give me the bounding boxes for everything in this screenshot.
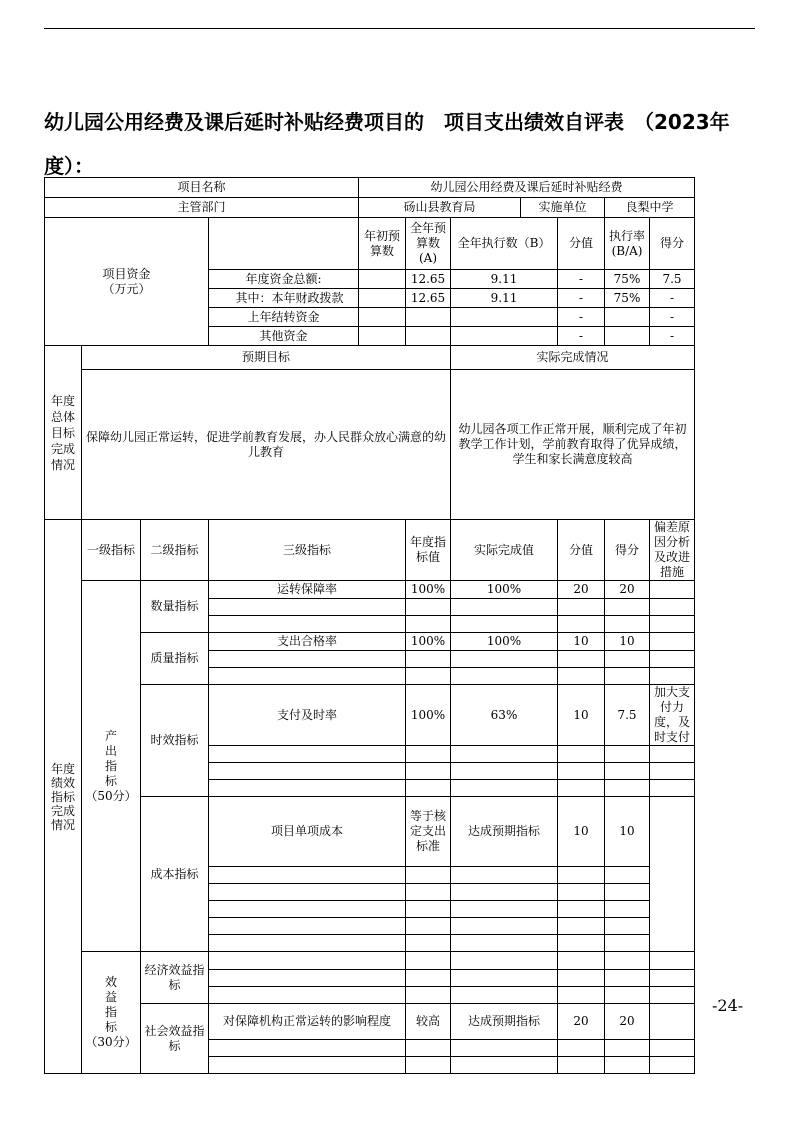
funds-row-label: 年度资金总额: <box>209 270 359 289</box>
funds-row-rate <box>605 327 650 346</box>
funds-col-full: 全年预算数(A) <box>406 218 451 270</box>
funds-row-exec: 9.11 <box>451 289 558 308</box>
funds-col-get: 得分 <box>650 218 695 270</box>
implementing-unit-value: 良梨中学 <box>605 198 695 218</box>
funds-label: 项目资金 （万元） <box>45 218 209 346</box>
social-benefit-label: 社会效益指标 <box>141 1004 209 1074</box>
funds-col-initial: 年初预算数 <box>359 218 406 270</box>
funds-row-initial <box>359 289 406 308</box>
economic-benefit-label: 经济效益指标 <box>141 952 209 1004</box>
funds-row-initial <box>359 308 406 327</box>
department-row <box>45 198 695 218</box>
indicator-score: 20 <box>558 581 605 599</box>
indicator-actual: 达成预期指标 <box>451 797 558 867</box>
indicator-row <box>45 1004 695 1040</box>
expected-goal-text: 保障幼儿园正常运转，促进学前教育发展，办人民群众放心满意的幼儿教育 <box>82 370 451 520</box>
indicator-get: 20 <box>605 1004 650 1040</box>
goals-content-row <box>45 370 695 520</box>
indicator-target: 100% <box>406 633 451 651</box>
indicator-row <box>45 797 695 867</box>
col-score: 分值 <box>558 520 605 581</box>
indicator-row <box>45 633 695 651</box>
col-level1: 一级指标 <box>82 520 141 581</box>
funds-row-initial <box>359 327 406 346</box>
benefit-indicator-label: 效 益 指 标 （30分） <box>82 952 141 1074</box>
goals-header-row <box>45 346 695 370</box>
funds-row-rate: 75% <box>605 289 650 308</box>
funds-row-exec: 9.11 <box>451 270 558 289</box>
funds-row-rate: 75% <box>605 270 650 289</box>
funds-row-get: - <box>650 327 695 346</box>
col-reason: 偏差原因分析及改进措施 <box>650 520 695 581</box>
expected-goal-header: 预期目标 <box>82 346 451 370</box>
funds-row-get: - <box>650 308 695 327</box>
project-name-value: 幼儿园公用经费及课后延时补贴经费 <box>359 178 695 198</box>
funds-header-blank <box>209 218 359 270</box>
actual-result-header: 实际完成情况 <box>451 346 695 370</box>
funds-row-full: 12.65 <box>406 270 451 289</box>
quality-indicator-label: 质量指标 <box>141 633 209 685</box>
indicator-name: 运转保障率 <box>209 581 406 599</box>
funds-row-get: - <box>650 289 695 308</box>
indicator-reason: 加大支付力度，及时支付 <box>650 685 695 746</box>
header-rule <box>44 28 755 29</box>
indicator-actual: 100% <box>451 633 558 651</box>
indicator-get: 7.5 <box>605 685 650 746</box>
indicator-target: 较高 <box>406 1004 451 1040</box>
department-value: 砀山县教育局 <box>359 198 521 218</box>
page-number: -24- <box>712 996 744 1015</box>
funds-row-score: - <box>558 289 605 308</box>
indicator-row <box>45 952 695 970</box>
indicator-reason <box>650 797 695 952</box>
indicator-actual: 100% <box>451 581 558 599</box>
indicator-row <box>45 685 695 746</box>
funds-col-rate: 执行率(B/A) <box>605 218 650 270</box>
project-name-label: 项目名称 <box>45 178 359 198</box>
implementing-unit-label: 实施单位 <box>521 198 605 218</box>
col-get: 得分 <box>605 520 650 581</box>
indicator-target: 100% <box>406 581 451 599</box>
indicator-target: 等于核定支出标准 <box>406 797 451 867</box>
department-label: 主管部门 <box>45 198 359 218</box>
col-target: 年度指标值 <box>406 520 451 581</box>
funds-row-label: 其中：本年财政拨款 <box>209 289 359 308</box>
indicator-score: 20 <box>558 1004 605 1040</box>
indicator-get: 10 <box>605 633 650 651</box>
funds-row-full <box>406 308 451 327</box>
indicator-name: 对保障机构正常运转的影响程度 <box>209 1004 406 1040</box>
col-level2: 二级指标 <box>141 520 209 581</box>
funds-row-score: - <box>558 327 605 346</box>
indicator-score: 10 <box>558 633 605 651</box>
page-title: 幼儿园公用经费及课后延时补贴经费项目的 项目支出绩效自评表 （2023年度）： <box>44 110 730 178</box>
funds-row-full <box>406 327 451 346</box>
col-level3: 三级指标 <box>209 520 406 581</box>
indicator-reason <box>650 633 695 651</box>
funds-row-score: - <box>558 308 605 327</box>
performance-header-row <box>45 520 695 581</box>
indicator-reason <box>650 1004 695 1040</box>
indicator-actual: 63% <box>451 685 558 746</box>
funds-row-exec <box>451 327 558 346</box>
funds-row-get: 7.5 <box>650 270 695 289</box>
goals-section-label: 年度总体目标完成情况 <box>45 346 82 520</box>
indicator-target: 100% <box>406 685 451 746</box>
indicator-score: 10 <box>558 797 605 867</box>
indicator-reason <box>650 581 695 599</box>
funds-header-row <box>45 218 695 270</box>
quantity-indicator-label: 数量指标 <box>141 581 209 633</box>
funds-row-exec <box>451 308 558 327</box>
col-actual: 实际完成值 <box>451 520 558 581</box>
funds-col-score: 分值 <box>558 218 605 270</box>
indicator-score: 10 <box>558 685 605 746</box>
indicator-row <box>45 581 695 599</box>
funds-row-label: 其他资金 <box>209 327 359 346</box>
funds-row-initial <box>359 270 406 289</box>
output-indicator-label: 产 出 指 标 （50分） <box>82 581 141 952</box>
indicator-name: 支出合格率 <box>209 633 406 651</box>
funds-row-label: 上年结转资金 <box>209 308 359 327</box>
project-name-row <box>45 178 695 198</box>
funds-row-score: - <box>558 270 605 289</box>
indicator-actual: 达成预期指标 <box>451 1004 558 1040</box>
actual-result-text: 幼儿园各项工作正常开展，顺利完成了年初教学工作计划，学前教育取得了优异成绩，学生和家长满意度较高 <box>451 370 695 520</box>
indicator-name: 项目单项成本 <box>209 797 406 867</box>
funds-col-exec: 全年执行数（B） <box>451 218 558 270</box>
funds-row-rate <box>605 308 650 327</box>
timeliness-indicator-label: 时效指标 <box>141 685 209 797</box>
self-evaluation-table <box>44 177 695 1074</box>
cost-indicator-label: 成本指标 <box>141 797 209 952</box>
performance-section-label: 年度绩效指标完成情况 <box>45 520 82 1074</box>
indicator-name: 支付及时率 <box>209 685 406 746</box>
indicator-get: 10 <box>605 797 650 867</box>
funds-row-full: 12.65 <box>406 289 451 308</box>
indicator-get: 20 <box>605 581 650 599</box>
